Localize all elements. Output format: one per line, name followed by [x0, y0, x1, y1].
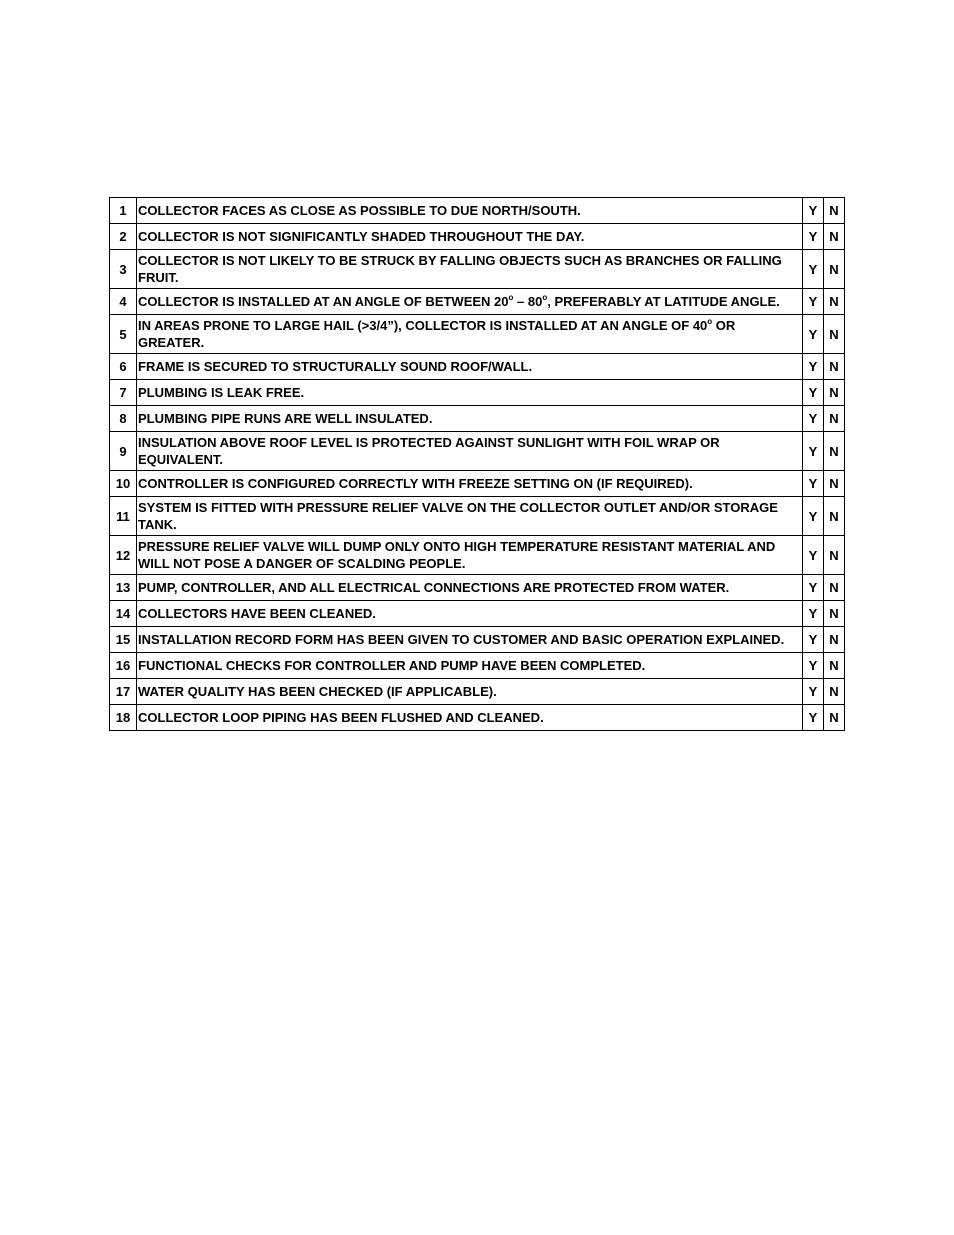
no-option[interactable]: N [824, 536, 845, 575]
item-text: INSULATION ABOVE ROOF LEVEL IS PROTECTED AGAINST SUNLIGHT WITH FOIL WRAP OR EQUIVALENT. [137, 432, 803, 471]
no-option[interactable]: N [824, 406, 845, 432]
checklist-row-2 [110, 224, 845, 250]
item-text: COLLECTOR LOOP PIPING HAS BEEN FLUSHED AND CLEANED. [137, 705, 803, 731]
item-text: PRESSURE RELIEF VALVE WILL DUMP ONLY ONTO HIGH TEMPERATURE RESISTANT MATERIAL AND WILL NOT POSE A DANGER OF SCALDING PEOPLE. [137, 536, 803, 575]
checklist-row-8 [110, 406, 845, 432]
item-number: 14 [110, 601, 137, 627]
degree-symbol: o [707, 317, 713, 326]
no-option[interactable]: N [824, 679, 845, 705]
item-number: 12 [110, 536, 137, 575]
degree-symbol: o [542, 293, 548, 302]
yes-option[interactable]: Y [803, 471, 824, 497]
checklist-row-11 [110, 497, 845, 536]
checklist-row-17 [110, 679, 845, 705]
item-text [137, 315, 803, 354]
no-option[interactable]: N [824, 315, 845, 354]
checklist-row-3 [110, 250, 845, 289]
checklist-row-10 [110, 471, 845, 497]
no-option[interactable]: N [824, 497, 845, 536]
checklist-row-12 [110, 536, 845, 575]
yes-option[interactable]: Y [803, 250, 824, 289]
checklist-row-5 [110, 315, 845, 354]
no-option[interactable]: N [824, 653, 845, 679]
item-text-part: COLLECTOR IS INSTALLED AT AN ANGLE OF BETWEEN 20 [138, 294, 509, 309]
item-number: 7 [110, 380, 137, 406]
item-text: PUMP, CONTROLLER, AND ALL ELECTRICAL CONNECTIONS ARE PROTECTED FROM WATER. [137, 575, 803, 601]
item-text: PLUMBING IS LEAK FREE. [137, 380, 803, 406]
yes-option[interactable]: Y [803, 432, 824, 471]
item-text: SYSTEM IS FITTED WITH PRESSURE RELIEF VALVE ON THE COLLECTOR OUTLET AND/OR STORAGE TANK. [137, 497, 803, 536]
item-number: 9 [110, 432, 137, 471]
yes-option[interactable]: Y [803, 627, 824, 653]
yes-option[interactable]: Y [803, 679, 824, 705]
checklist-row-14 [110, 601, 845, 627]
item-number: 17 [110, 679, 137, 705]
checklist-row-18 [110, 705, 845, 731]
checklist-row-4 [110, 289, 845, 315]
item-number: 13 [110, 575, 137, 601]
item-text: WATER QUALITY HAS BEEN CHECKED (IF APPLICABLE). [137, 679, 803, 705]
item-text-part: OR GREATER. [138, 318, 736, 350]
item-text: COLLECTOR FACES AS CLOSE AS POSSIBLE TO DUE NORTH/SOUTH. [137, 198, 803, 224]
no-option[interactable]: N [824, 705, 845, 731]
yes-option[interactable]: Y [803, 601, 824, 627]
checklist-row-13 [110, 575, 845, 601]
item-number: 5 [110, 315, 137, 354]
item-text: PLUMBING PIPE RUNS ARE WELL INSULATED. [137, 406, 803, 432]
yes-option[interactable]: Y [803, 315, 824, 354]
checklist-row-15 [110, 627, 845, 653]
yes-option[interactable]: Y [803, 406, 824, 432]
checklist-row-1 [110, 198, 845, 224]
checklist-row-6 [110, 354, 845, 380]
item-text: COLLECTOR IS NOT SIGNIFICANTLY SHADED THROUGHOUT THE DAY. [137, 224, 803, 250]
item-text-part: – 80 [513, 294, 543, 309]
yes-option[interactable]: Y [803, 536, 824, 575]
item-text: FUNCTIONAL CHECKS FOR CONTROLLER AND PUMP HAVE BEEN COMPLETED. [137, 653, 803, 679]
yes-option[interactable]: Y [803, 198, 824, 224]
item-number: 11 [110, 497, 137, 536]
checklist-row-7 [110, 380, 845, 406]
item-number: 6 [110, 354, 137, 380]
item-number: 1 [110, 198, 137, 224]
no-option[interactable]: N [824, 575, 845, 601]
yes-option[interactable]: Y [803, 653, 824, 679]
degree-symbol: o [508, 293, 514, 302]
item-text: INSTALLATION RECORD FORM HAS BEEN GIVEN TO CUSTOMER AND BASIC OPERATION EXPLAINED. [137, 627, 803, 653]
item-number: 2 [110, 224, 137, 250]
yes-option[interactable]: Y [803, 289, 824, 315]
item-text: COLLECTOR IS NOT LIKELY TO BE STRUCK BY FALLING OBJECTS SUCH AS BRANCHES OR FALLING FRUIT. [137, 250, 803, 289]
no-option[interactable]: N [824, 224, 845, 250]
installation-checklist-table [109, 197, 845, 731]
item-number: 15 [110, 627, 137, 653]
no-option[interactable]: N [824, 198, 845, 224]
yes-option[interactable]: Y [803, 575, 824, 601]
item-text: CONTROLLER IS CONFIGURED CORRECTLY WITH FREEZE SETTING ON (IF REQUIRED). [137, 471, 803, 497]
no-option[interactable]: N [824, 601, 845, 627]
item-number: 10 [110, 471, 137, 497]
no-option[interactable]: N [824, 250, 845, 289]
yes-option[interactable]: Y [803, 497, 824, 536]
yes-option[interactable]: Y [803, 224, 824, 250]
no-option[interactable]: N [824, 432, 845, 471]
item-text: COLLECTORS HAVE BEEN CLEANED. [137, 601, 803, 627]
item-number: 8 [110, 406, 137, 432]
yes-option[interactable]: Y [803, 380, 824, 406]
item-text-part: , PREFERABLY AT LATITUDE ANGLE. [547, 294, 780, 309]
item-number: 4 [110, 289, 137, 315]
checklist-row-9 [110, 432, 845, 471]
checklist-row-16 [110, 653, 845, 679]
yes-option[interactable]: Y [803, 705, 824, 731]
item-text [137, 289, 803, 315]
no-option[interactable]: N [824, 471, 845, 497]
no-option[interactable]: N [824, 289, 845, 315]
no-option[interactable]: N [824, 627, 845, 653]
no-option[interactable]: N [824, 380, 845, 406]
yes-option[interactable]: Y [803, 354, 824, 380]
item-number: 18 [110, 705, 137, 731]
item-number: 3 [110, 250, 137, 289]
no-option[interactable]: N [824, 354, 845, 380]
item-text-part: IN AREAS PRONE TO LARGE HAIL (>3/4”), COLLECTOR IS INSTALLED AT AN ANGLE OF 40 [138, 318, 708, 333]
item-text: FRAME IS SECURED TO STRUCTURALLY SOUND ROOF/WALL. [137, 354, 803, 380]
item-number: 16 [110, 653, 137, 679]
